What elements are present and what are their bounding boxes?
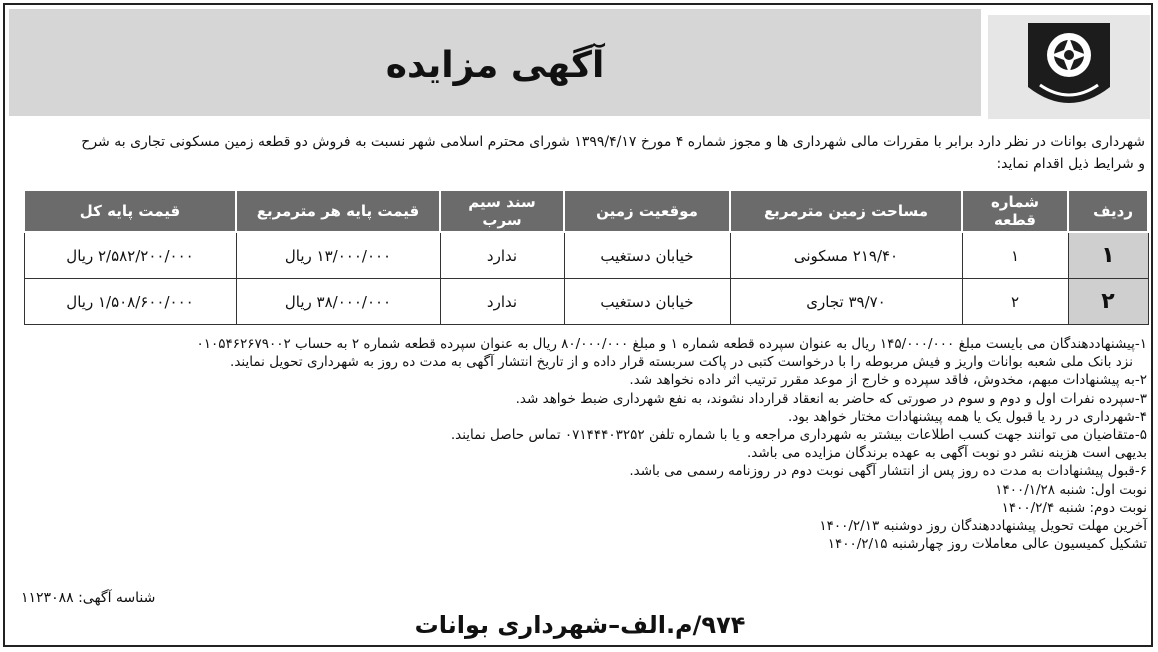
cell-deed: ندارد — [440, 232, 564, 279]
publication-date-second: نوبت دوم: شنبه ۱۴۰۰/۲/۴ — [1001, 499, 1147, 516]
cell-location: خیابان دستغیب — [564, 279, 730, 325]
intro-line: شهرداری بوانات در نظر دارد برابر با مقررات مالی شهرداری ها و مجوز شماره ۴ مورخ ۱۳۹۹/۴/۱۷ شورای محترم اسلامی شهر نسبت به فروش دو قطعه زمین مسکونی تجاری به شرح — [81, 134, 1145, 150]
col-header-deed: سند سیم سرب — [440, 190, 564, 232]
ad-identifier: شناسه آگهی: ۱۱۲۳۰۸۸ — [21, 590, 156, 606]
cell-total-price: ۲/۵۸۲/۲۰۰/۰۰۰ ریال — [24, 232, 236, 279]
cell-total-price: ۱/۵۰۸/۶۰۰/۰۰۰ ریال — [24, 279, 236, 325]
table-row — [24, 232, 1148, 279]
term-item: ۱-پیشنهاددهندگان می بایست مبلغ ۱۴۵/۰۰۰/۰۰۰ ریال به عنوان سپرده قطعه شماره ۱ و مبلغ ۸۰/۰۰۰/۰۰۰ ریال به عنوان سپرده قطعه شماره ۲ به حساب ۰۱۰۵۴۶۲۶۷۹۰۰۲ — [196, 336, 1147, 352]
col-header-lot-number: شماره قطعه — [962, 190, 1068, 232]
page-title: آگهی مزایده — [385, 45, 605, 86]
cell-deed: ندارد — [440, 279, 564, 325]
term-item: بدیهی است هزینه نشر دو نوبت آگهی به عهده برندگان مزایده می باشد. — [746, 445, 1147, 462]
commission-date: تشکیل کمیسیون عالی معاملات روز چهارشنبه ۱۴۰۰/۲/۱۵ — [827, 536, 1147, 553]
col-header-area: مساحت زمین مترمربع — [730, 190, 962, 232]
col-header-location: موقعیت زمین — [564, 190, 730, 232]
cell-row-number: ۱ — [1068, 232, 1148, 279]
term-item: ۳-سپرده نفرات اول و دوم و سوم در صورتی که حاضر به انعقاد قرارداد نشوند، به نفع شهرداری ضبط خواهد شد. — [515, 390, 1147, 407]
cell-row-number: ۲ — [1068, 279, 1148, 325]
term-item: نزد بانک ملی شعبه بوانات واریز و فیش مربوطه را با درخواست کتبی در پاکت سربسته قرار داده و از تاریخ انتشار آگهی به مدت ده روز به شهرداری تحویل نمایند. — [230, 354, 1133, 371]
col-header-total-price: قیمت پایه کل — [24, 190, 236, 232]
cell-location: خیابان دستغیب — [564, 232, 730, 279]
term-item: ۵-متقاضیان می توانند جهت کسب اطلاعات بیشتر به شهرداری مراجعه و یا با شماره تلفن ۰۷۱۴۴۴۰۳۲۵۲ تماس حاصل نمایند. — [450, 427, 1147, 444]
cell-unit-price: ۳۸/۰۰۰/۰۰۰ ریال — [236, 279, 440, 325]
term-item: ۴-شهرداری در رد یا قبول یک یا همه پیشنهادات مختار خواهد بود. — [787, 408, 1147, 425]
intro-paragraph — [15, 131, 1145, 175]
col-header-row-number: ردیف — [1068, 190, 1148, 232]
cell-lot-number: ۲ — [962, 279, 1068, 325]
cell-unit-price: ۱۳/۰۰۰/۰۰۰ ریال — [236, 232, 440, 279]
lots-table — [23, 189, 1149, 325]
table-row — [24, 279, 1148, 325]
cell-area: ۲۱۹/۴۰ مسکونی — [730, 232, 962, 279]
col-header-unit-price: قیمت پایه هر مترمربع — [236, 190, 440, 232]
municipality-logo — [988, 15, 1150, 119]
publication-date-first: نوبت اول: شنبه ۱۴۰۰/۱/۲۸ — [995, 481, 1147, 498]
term-item: ۲-به پیشنهادات مبهم، مخدوش، فاقد سپرده و خارج از موعد مقرر ترتیب اثر داده نخواهد شد. — [629, 372, 1147, 389]
intro-line: و شرایط ذیل اقدام نماید: — [996, 156, 1145, 172]
term-item: ۶-قبول پیشنهادات به مدت ده روز پس از انتشار آگهی نوبت دوم در روزنامه رسمی می باشد. — [629, 463, 1147, 480]
announcement-frame — [3, 3, 1153, 647]
cell-lot-number: ۱ — [962, 232, 1068, 279]
table-header-row — [24, 190, 1148, 232]
submission-deadline: آخرین مهلت تحویل پیشنهاددهندگان روز دوشنبه ۱۴۰۰/۲/۱۳ — [819, 518, 1147, 535]
logo-emblem-icon — [988, 15, 1150, 119]
terms-list — [19, 335, 1147, 553]
cell-area: ۳۹/۷۰ تجاری — [730, 279, 962, 325]
footer-signature: ۹۷۴/م.الف–شهرداری بوانات — [414, 611, 746, 639]
